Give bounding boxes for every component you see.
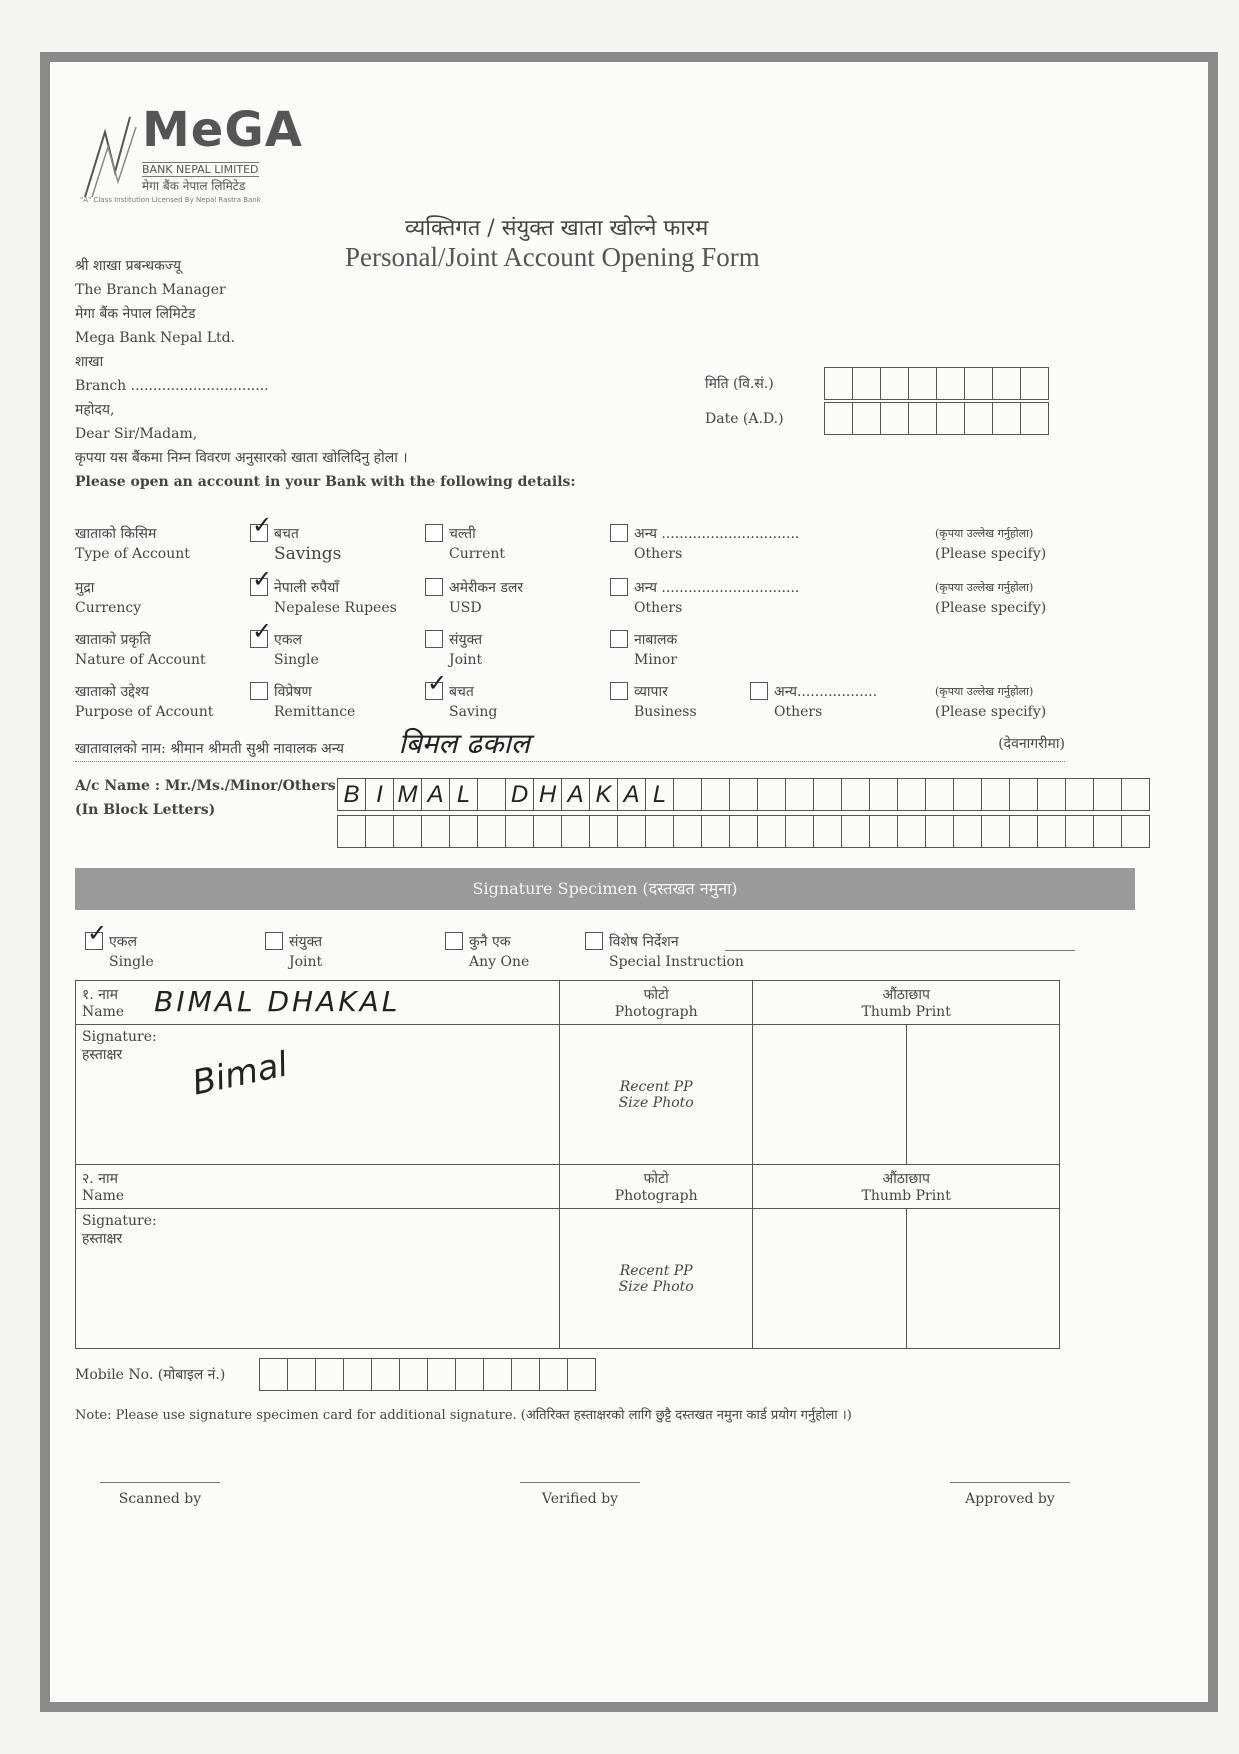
npr-option[interactable]: ✓ नेपाली रुपैयाँ Nepalese Rupees	[250, 578, 397, 618]
name-letter-box[interactable]	[785, 815, 814, 848]
business-checkbox[interactable]	[610, 682, 628, 700]
name-letter-box[interactable]	[701, 815, 730, 848]
name-letter-box[interactable]: A	[561, 778, 590, 811]
address-block	[75, 254, 576, 494]
savings-option[interactable]: ✓ बचत Savings	[250, 524, 341, 564]
usd-option[interactable]: अमेरीकन डलर USD	[425, 578, 523, 618]
others-currency-checkbox[interactable]	[610, 578, 628, 596]
name-letter-box[interactable]	[925, 778, 954, 811]
bank-np: मेगा बैंक नेपाल लिमिटेड	[75, 306, 196, 322]
name-letter-box[interactable]	[1065, 815, 1094, 848]
name-letter-box[interactable]	[533, 815, 562, 848]
sig-single-option[interactable]: ✓ एकल Single	[85, 932, 154, 972]
sig1-photo-header: फोटो Photograph	[559, 981, 752, 1025]
type-label: खाताको किसिम Type of Account	[75, 526, 190, 562]
name-letter-box[interactable]	[953, 778, 982, 811]
single-checkbox[interactable]	[250, 630, 268, 648]
handwritten-signature: Bimal	[188, 1044, 292, 1104]
savings-checkbox[interactable]	[250, 524, 268, 542]
sig-joint-checkbox[interactable]	[265, 932, 283, 950]
salutation-np: महोदय,	[75, 402, 115, 418]
name-letter-box[interactable]	[645, 815, 674, 848]
form-title-en: Personal/Joint Account Opening Form	[345, 242, 760, 272]
name-letter-box[interactable]	[897, 778, 926, 811]
name-letter-box[interactable]	[589, 815, 618, 848]
name-letter-box[interactable]	[729, 778, 758, 811]
name-letter-box[interactable]	[1121, 815, 1150, 848]
name-letter-box[interactable]	[1065, 778, 1094, 811]
name-letter-box[interactable]	[841, 815, 870, 848]
special-instruction-line[interactable]	[725, 950, 1075, 951]
sig2-name-cell[interactable]: २. नाम Name	[76, 1165, 560, 1209]
ac-name-label: A/c Name : Mr./Ms./Minor/Others	[75, 778, 336, 794]
name-letter-box[interactable]: H	[533, 778, 562, 811]
sig-anyone-checkbox[interactable]	[445, 932, 463, 950]
name-letter-box[interactable]	[1121, 778, 1150, 811]
name-letter-box[interactable]	[477, 815, 506, 848]
request-np: कृपया यस बैंकमा निम्न विवरण अनुसारको खाता खोलिदिनु होला ।	[75, 450, 408, 466]
sig-special-option[interactable]: विशेष निर्देशन Special Instruction	[585, 932, 744, 972]
request-en: Please open an account in your Bank with the following details:	[75, 474, 576, 490]
name-letter-box[interactable]	[337, 815, 366, 848]
name-letter-box[interactable]	[477, 778, 506, 811]
sig1-thumb-header: औंठाछाप Thumb Print	[753, 981, 1060, 1025]
holder-name-np-label: खातावालको नाम: श्रीमान श्रीमती सुश्री नावालक अन्य	[75, 741, 344, 757]
remittance-option[interactable]: विप्रेषण Remittance	[250, 682, 355, 722]
remittance-checkbox[interactable]	[250, 682, 268, 700]
name-letter-box[interactable]	[841, 778, 870, 811]
sig1-name-cell[interactable]: १. नाम Name BIMAL DHAKAL	[76, 981, 560, 1025]
purpose-row	[75, 682, 1205, 732]
currency-specify: (कृपया उल्लेख गर्नुहोला) (Please specify)	[935, 581, 1047, 616]
name-letter-box[interactable]: M	[393, 778, 422, 811]
currency-label: मुद्रा Currency	[75, 580, 142, 616]
bank-name-np: मेगा बैंक नेपाल लिमिटेड	[142, 179, 246, 193]
business-option[interactable]: व्यापार Business	[610, 682, 697, 722]
name-letter-box[interactable]: D	[505, 778, 534, 811]
name-letter-box[interactable]	[953, 815, 982, 848]
mobile-boxes[interactable]	[260, 1358, 596, 1391]
nature-label: खाताको प्रकृति Nature of Account	[75, 632, 206, 668]
sig2-photo-cell[interactable]: Recent PP Size Photo	[559, 1209, 752, 1349]
date-bs-label: मिति (वि.सं.)	[705, 375, 774, 392]
sig1-signature-cell[interactable]: Signature: हस्ताक्षर Bimal	[76, 1025, 560, 1165]
name-letter-box[interactable]	[925, 815, 954, 848]
joint-checkbox[interactable]	[425, 630, 443, 648]
signature-banner: Signature Specimen (दस्तखत नमुना)	[75, 868, 1135, 910]
current-checkbox[interactable]	[425, 524, 443, 542]
others-type-checkbox[interactable]	[610, 524, 628, 542]
name-letter-box[interactable]	[393, 815, 422, 848]
verified-by: Verified by	[510, 1482, 650, 1507]
name-letter-box[interactable]	[365, 815, 394, 848]
name-letter-box[interactable]	[785, 778, 814, 811]
name-letter-box[interactable]: I	[365, 778, 394, 811]
holder-name-np-value[interactable]: बिमल ढकाल	[398, 727, 530, 760]
saving-purpose-option[interactable]: ✓ बचत Saving	[425, 682, 497, 722]
sig-single-checkbox[interactable]	[85, 932, 103, 950]
sig2-thumb-right[interactable]	[906, 1209, 1059, 1349]
name-letter-box[interactable]	[617, 815, 646, 848]
devanagari-note: (देवनागरीमा)	[998, 736, 1065, 752]
sig-anyone-option[interactable]: कुनै एक Any One	[445, 932, 529, 972]
ac-name-boxes[interactable]	[338, 778, 1150, 848]
name-letter-box[interactable]	[869, 778, 898, 811]
signature-table-2	[75, 1164, 1060, 1349]
name-letter-box[interactable]: A	[617, 778, 646, 811]
single-option[interactable]: ✓ एकल Single	[250, 630, 319, 670]
npr-checkbox[interactable]	[250, 578, 268, 596]
name-letter-box[interactable]	[1009, 778, 1038, 811]
purpose-label: खाताको उद्देश्य Purpose of Account	[75, 684, 214, 720]
logo-text: MeGA	[142, 102, 303, 158]
sig1-name-value[interactable]: BIMAL DHAKAL	[154, 985, 401, 1018]
saving-purpose-checkbox[interactable]	[425, 682, 443, 700]
manager-en: The Branch Manager	[75, 282, 226, 298]
sig1-photo-cell[interactable]: Recent PP Size Photo	[559, 1025, 752, 1165]
name-letter-box[interactable]	[981, 778, 1010, 811]
name-letter-box[interactable]	[673, 778, 702, 811]
others-currency-option[interactable]: अन्य ............................... Others	[610, 578, 799, 618]
ac-name-row-2[interactable]	[338, 815, 1150, 848]
mega-logo-icon	[80, 112, 140, 202]
type-specify: (कृपया उल्लेख गर्नुहोला) (Please specify)	[935, 527, 1047, 562]
minor-option[interactable]: नाबालक Minor	[610, 630, 677, 670]
name-letter-box[interactable]	[729, 815, 758, 848]
others-purpose-option[interactable]: अन्य.................. Others	[750, 682, 877, 722]
date-ad-row	[705, 402, 1049, 435]
signature-table-1	[75, 980, 1060, 1165]
form-frame	[40, 52, 1218, 1712]
joint-option[interactable]: संयुक्त Joint	[425, 630, 482, 670]
ac-name-row-1[interactable]	[338, 778, 1150, 811]
name-letter-box[interactable]	[757, 778, 786, 811]
sig-joint-option[interactable]: संयुक्त Joint	[265, 932, 322, 972]
currency-row	[75, 578, 1205, 628]
name-letter-box[interactable]	[1037, 778, 1066, 811]
name-letter-box[interactable]	[757, 815, 786, 848]
name-letter-box[interactable]	[1037, 815, 1066, 848]
current-option[interactable]: चल्ती Current	[425, 524, 505, 564]
branch-np: शाखा	[75, 354, 104, 370]
name-letter-box[interactable]	[1093, 778, 1122, 811]
name-letter-box[interactable]	[1093, 815, 1122, 848]
sig2-signature-cell[interactable]: Signature: हस्ताक्षर	[76, 1209, 560, 1349]
footer-note: Note: Please use signature specimen card for additional signature. (अतिरिक्त हस्ताक्षरको लागि छुट्टै दस्तखत नमुना कार्ड प्रयोग गर्नुहोला ।)	[75, 1408, 852, 1423]
name-letter-box[interactable]	[505, 815, 534, 848]
block-letters-label: (In Block Letters)	[75, 802, 216, 818]
scanned-by: Scanned by	[90, 1482, 230, 1507]
name-letter-box[interactable]	[1009, 815, 1038, 848]
name-letter-box[interactable]	[869, 815, 898, 848]
name-letter-box[interactable]	[813, 815, 842, 848]
bank-name-en: BANK NEPAL LIMITED	[142, 163, 259, 176]
name-letter-box[interactable]: K	[589, 778, 618, 811]
sig-special-checkbox[interactable]	[585, 932, 603, 950]
branch-field[interactable]: Branch ...............................	[75, 378, 269, 394]
name-letter-box[interactable]	[673, 815, 702, 848]
bank-logo	[80, 102, 310, 204]
signature-options-row	[75, 932, 1205, 982]
date-bs-boxes[interactable]	[825, 367, 1049, 400]
sig2-thumb-header: औंठाछाप Thumb Print	[753, 1165, 1060, 1209]
manager-np: श्री शाखा प्रबन्धकज्यू	[75, 258, 181, 274]
holder-name-np-row	[75, 727, 1065, 762]
name-letter-box[interactable]	[449, 815, 478, 848]
name-letter-box[interactable]	[897, 815, 926, 848]
sig2-photo-header: फोटो Photograph	[559, 1165, 752, 1209]
others-type-option[interactable]: अन्य ............................... Others	[610, 524, 799, 564]
mobile-label: Mobile No. (मोबाइल नं.)	[75, 1366, 226, 1383]
sig2-thumb-left[interactable]	[753, 1209, 906, 1349]
date-ad-boxes[interactable]	[825, 402, 1049, 435]
name-letter-box[interactable]: A	[421, 778, 450, 811]
salutation-en: Dear Sir/Madam,	[75, 426, 198, 442]
name-letter-box[interactable]	[813, 778, 842, 811]
name-letter-box[interactable]: B	[337, 778, 366, 811]
others-purpose-checkbox[interactable]	[750, 682, 768, 700]
date-ad-label: Date (A.D.)	[705, 410, 784, 427]
approved-by: Approved by	[940, 1482, 1080, 1507]
minor-checkbox[interactable]	[610, 630, 628, 648]
nature-row	[75, 630, 1205, 680]
mobile-row	[75, 1358, 596, 1391]
license-text: "A" Class Institution Licensed By Nepal Rastra Bank	[80, 196, 261, 204]
name-letter-box[interactable]	[981, 815, 1010, 848]
type-of-account-row	[75, 524, 1205, 574]
name-letter-box[interactable]	[701, 778, 730, 811]
sig1-thumb-right[interactable]	[906, 1025, 1059, 1165]
purpose-specify: (कृपया उल्लेख गर्नुहोला) (Please specify)	[935, 685, 1047, 720]
usd-checkbox[interactable]	[425, 578, 443, 596]
name-letter-box[interactable]	[421, 815, 450, 848]
name-letter-box[interactable]	[561, 815, 590, 848]
ac-name-label-block	[75, 774, 336, 822]
date-bs-row	[705, 367, 1049, 400]
name-letter-box[interactable]: L	[645, 778, 674, 811]
name-letter-box[interactable]: L	[449, 778, 478, 811]
sig1-thumb-left[interactable]	[753, 1025, 906, 1165]
form-title-np: व्यक्तिगत / संयुक्त खाता खोल्ने फारम	[405, 216, 709, 241]
bank-en: Mega Bank Nepal Ltd.	[75, 330, 236, 346]
